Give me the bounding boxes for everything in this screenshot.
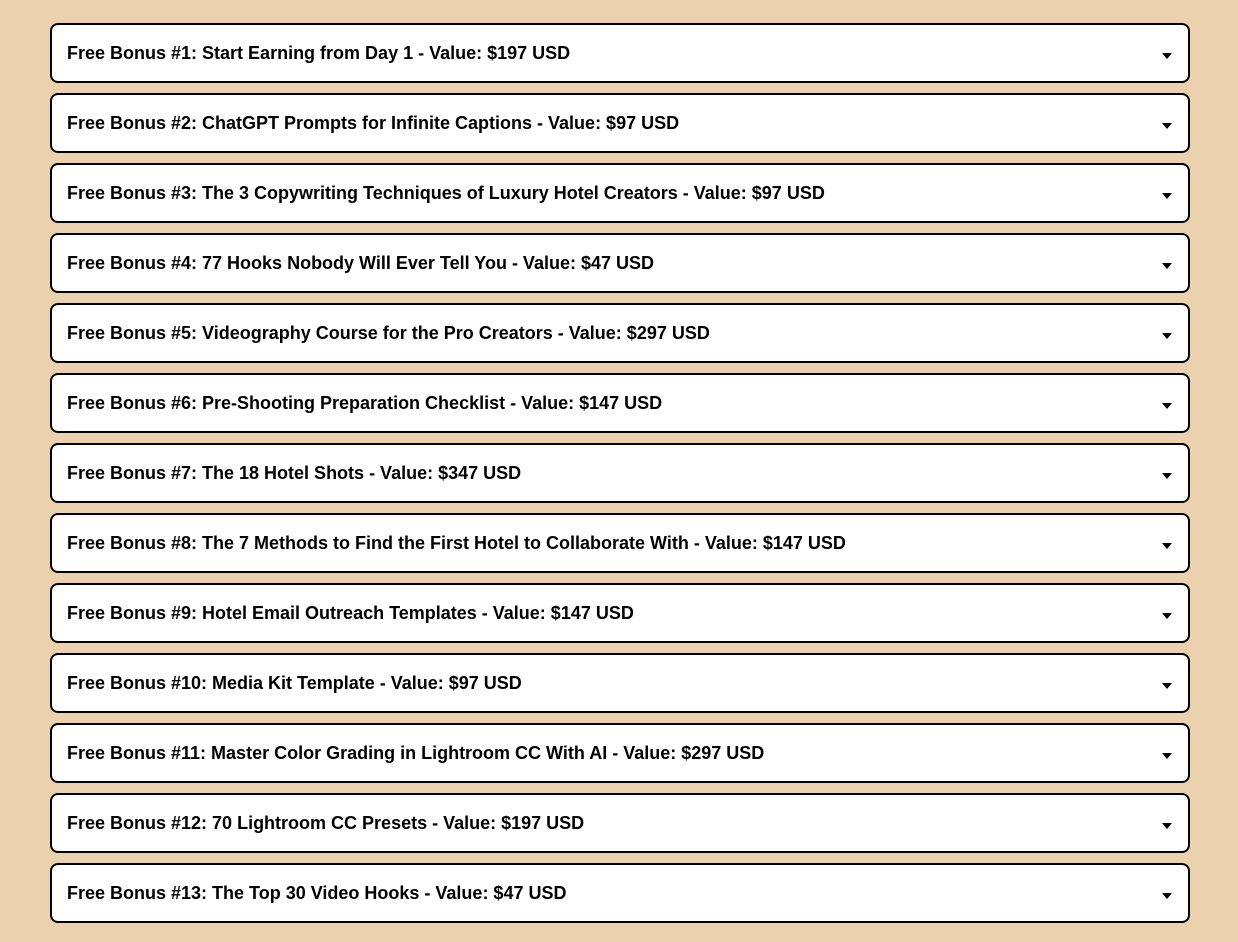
chevron-down-icon[interactable]: [1162, 543, 1172, 549]
bonus-accordion-item-1[interactable]: [50, 23, 1190, 83]
bonus-accordion-item-4[interactable]: [50, 233, 1190, 293]
bonus-title: Free Bonus #4: 77 Hooks Nobody Will Ever Tell You - Value: $47 USD: [67, 252, 654, 273]
chevron-down-icon[interactable]: [1162, 893, 1172, 899]
chevron-down-icon[interactable]: [1162, 53, 1172, 59]
bonus-accordion-item-3[interactable]: [50, 163, 1190, 223]
bonus-accordion-item-10[interactable]: [50, 653, 1190, 713]
bonus-accordion-item-9[interactable]: [50, 583, 1190, 643]
bonus-title: Free Bonus #10: Media Kit Template - Value: $97 USD: [67, 672, 522, 693]
bonus-title: Free Bonus #9: Hotel Email Outreach Templates - Value: $147 USD: [67, 602, 634, 623]
bonus-accordion-item-5[interactable]: [50, 303, 1190, 363]
bonus-title: Free Bonus #13: The Top 30 Video Hooks - Value: $47 USD: [67, 882, 567, 903]
chevron-down-icon[interactable]: [1162, 263, 1172, 269]
chevron-down-icon[interactable]: [1162, 473, 1172, 479]
bonus-accordion-item-7[interactable]: [50, 443, 1190, 503]
bonus-accordion-item-6[interactable]: [50, 373, 1190, 433]
bonus-accordion-item-8[interactable]: [50, 513, 1190, 573]
chevron-down-icon[interactable]: [1162, 823, 1172, 829]
bonus-title: Free Bonus #8: The 7 Methods to Find the First Hotel to Collaborate With - Value: $147 USD: [67, 532, 846, 553]
bonus-title: Free Bonus #5: Videography Course for the Pro Creators - Value: $297 USD: [67, 322, 710, 343]
chevron-down-icon[interactable]: [1162, 403, 1172, 409]
chevron-down-icon[interactable]: [1162, 123, 1172, 129]
bonus-title: Free Bonus #12: 70 Lightroom CC Presets - Value: $197 USD: [67, 812, 585, 833]
chevron-down-icon[interactable]: [1162, 193, 1172, 199]
chevron-down-icon[interactable]: [1162, 613, 1172, 619]
chevron-down-icon[interactable]: [1162, 333, 1172, 339]
bonus-title: Free Bonus #6: Pre-Shooting Preparation Checklist - Value: $147 USD: [67, 392, 663, 413]
bonus-accordion-item-13[interactable]: [50, 863, 1190, 923]
bonus-title: Free Bonus #1: Start Earning from Day 1 - Value: $197 USD: [67, 42, 571, 63]
chevron-down-icon[interactable]: [1162, 683, 1172, 689]
bonus-accordion-item-2[interactable]: [50, 93, 1190, 153]
bonus-accordion-item-12[interactable]: [50, 793, 1190, 853]
bonus-title: Free Bonus #3: The 3 Copywriting Techniques of Luxury Hotel Creators - Value: $97 USD: [67, 182, 825, 203]
bonus-title: Free Bonus #11: Master Color Grading in Lightroom CC With AI - Value: $297 USD: [67, 742, 765, 763]
bonus-title: Free Bonus #7: The 18 Hotel Shots - Value: $347 USD: [67, 462, 522, 483]
bonus-accordion-item-11[interactable]: [50, 723, 1190, 783]
chevron-down-icon[interactable]: [1162, 753, 1172, 759]
bonus-accordion-list: [50, 23, 1190, 923]
bonus-title: Free Bonus #2: ChatGPT Prompts for Infinite Captions - Value: $97 USD: [67, 112, 680, 133]
